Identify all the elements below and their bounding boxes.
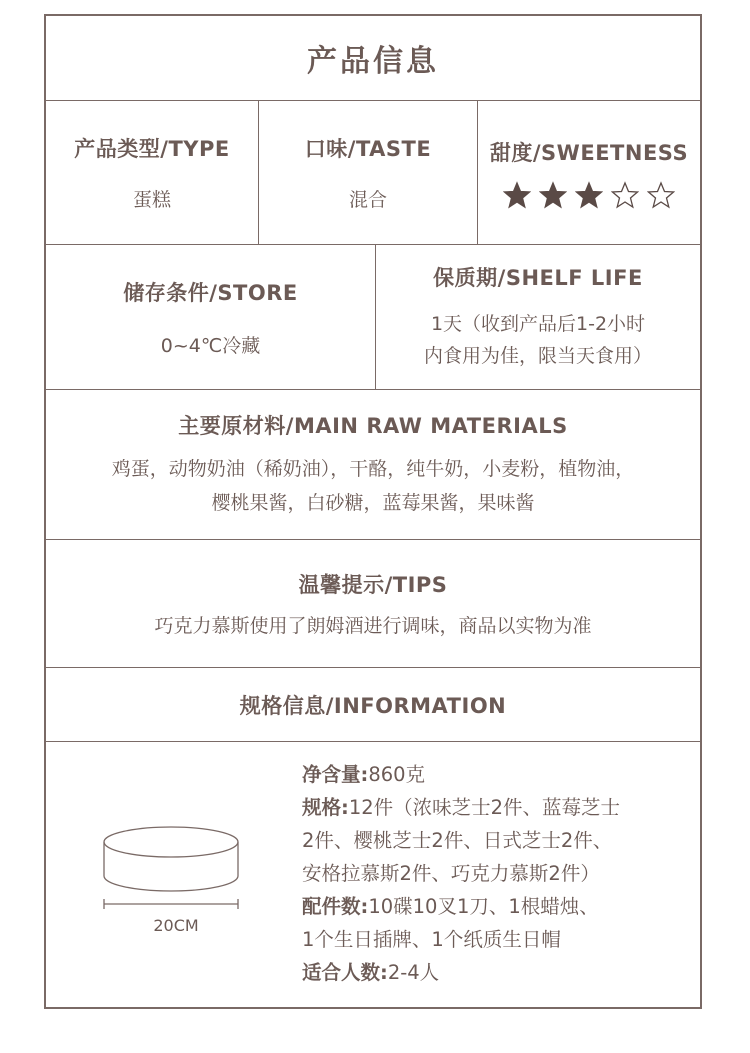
spec-line3: 安格拉慕斯2件、巧克力慕斯2件） [302, 862, 600, 885]
materials-label: 主要原材料/MAIN RAW MATERIALS [178, 413, 568, 438]
people-value: 2-4人 [387, 961, 440, 984]
materials-line1: 鸡蛋，动物奶油（稀奶油），干酪，纯牛奶，小麦粉，植物油， [111, 457, 635, 480]
star-filled-icon [575, 181, 603, 209]
type-cell [46, 101, 259, 244]
spec-list [302, 758, 698, 989]
accessories-line2: 1个生日插牌、1个纸质生日帽 [302, 928, 561, 951]
star-empty-icon [647, 181, 675, 209]
shelf-cell [376, 245, 700, 389]
tips-text: 巧克力慕斯使用了朗姆酒进行调味，商品以实物为准 [154, 615, 592, 637]
net-weight-line [302, 758, 698, 791]
acc-key: 配件数: [302, 895, 369, 918]
materials-row [46, 390, 700, 540]
star-filled-icon [539, 181, 567, 209]
shelf-label: 保质期/SHELF LIFE [433, 266, 643, 290]
materials-line2: 樱桃果酱，白砂糖，蓝莓果酱，果味酱 [211, 491, 535, 514]
info-label: 规格信息/INFORMATION [239, 693, 507, 718]
taste-cell [259, 101, 478, 244]
store-cell [46, 245, 376, 389]
info-body [46, 742, 700, 1007]
tips-row [46, 540, 700, 668]
spec-key: 规格: [302, 796, 349, 819]
sweetness-rating [503, 181, 675, 209]
type-label: 产品类型/TYPE [74, 137, 230, 161]
store-label: 储存条件/STORE [123, 280, 298, 305]
accessories-line1 [302, 890, 698, 923]
spec-line2: 2件、樱桃芝士2件、日式芝士2件、 [302, 829, 613, 852]
star-filled-icon [503, 181, 531, 209]
taste-value: 混合 [348, 189, 387, 211]
star-empty-icon [611, 181, 639, 209]
people-key: 适合人数: [302, 961, 388, 984]
tips-label: 温馨提示/TIPS [298, 573, 448, 597]
net-key: 净含量: [302, 763, 369, 786]
page-title: 产品信息 [307, 44, 439, 79]
title-row [46, 16, 700, 101]
store-value: 0~4℃冷藏 [160, 334, 261, 357]
type-value: 蛋糕 [132, 189, 171, 211]
taste-label: 口味/TASTE [304, 137, 432, 161]
product-info-card [44, 14, 702, 1009]
shelf-value-line2: 内食用为佳，限当天食用） [423, 345, 652, 367]
row-type-taste-sweetness [46, 101, 700, 245]
info-header-row [46, 668, 700, 742]
acc-value1: 10碟10叉1刀、1根蜡烛、 [368, 895, 599, 918]
sweetness-cell [478, 101, 700, 244]
cake-size-label: 20CM [153, 916, 199, 935]
net-value: 860克 [368, 763, 426, 786]
spec-value1: 12件（浓味芝士2件、蓝莓芝士 [348, 796, 621, 819]
spec-line1 [302, 791, 698, 824]
row-store-shelf [46, 245, 700, 390]
sweetness-label: 甜度/SWEETNESS [489, 140, 689, 165]
people-line [302, 956, 698, 989]
shelf-value-line1: 1天（收到产品后1-2小时 [430, 313, 646, 335]
